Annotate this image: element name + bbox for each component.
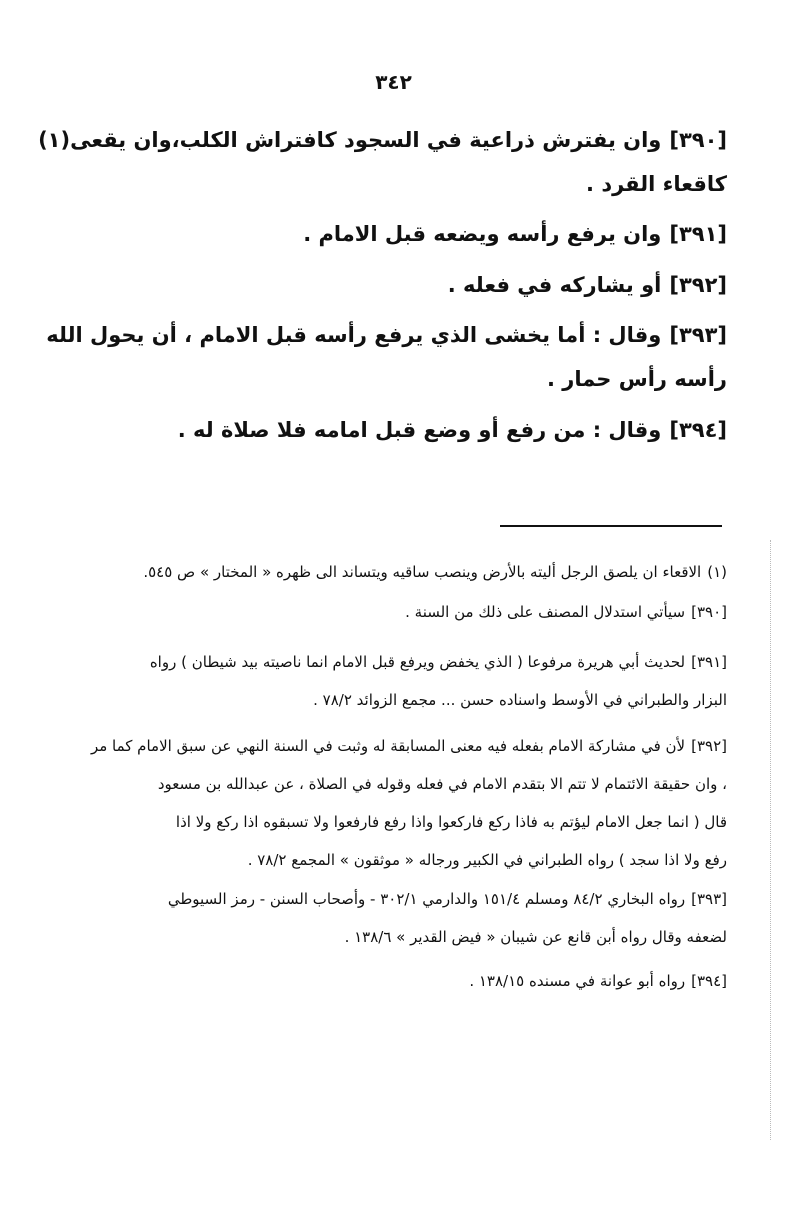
footnote-393 [67, 880, 727, 956]
footnote-text: رواه البخاري ٨٤/٢ ومسلم ١٥١/٤ والدارمي ٣٠٢/١ - وأصحاب السنن - رمز السيوطي [167, 890, 686, 908]
footnote-number: [٣٩٣] [691, 890, 727, 908]
footnote-line [67, 918, 727, 956]
footnote-text: البزار والطبراني في الأوسط واسناده حسن ... مجمع الزوائد ٧٨/٢ . [313, 691, 727, 709]
footnote-392 [67, 727, 727, 879]
footnote-text: قال ( انما جعل الامام ليؤتم به فاذا ركع فاركعوا واذا رفع فارفعوا ولا تسبقوه اذا ركع ولا اذا [175, 813, 727, 831]
item-text: كاقعاء القرد . [586, 172, 727, 196]
footnote-line [67, 553, 727, 591]
footnote-line [67, 880, 727, 918]
item-text: رأسه رأس حمار . [546, 367, 727, 391]
main-item-391 [72, 212, 727, 256]
item-text: وان يفترش ذراعية في السجود كافتراش الكلب،وان يقعى(١) [38, 128, 662, 152]
page-number: ٣٤٢ [375, 70, 412, 94]
main-line [72, 357, 727, 401]
footnote-line [67, 765, 727, 803]
main-line [46, 313, 727, 357]
main-item-390 [38, 118, 727, 206]
item-number: [٣٩٤] [669, 418, 727, 442]
main-line [72, 162, 727, 206]
main-line [72, 263, 727, 307]
item-number: [٣٩١] [669, 222, 727, 246]
footnote-line [67, 841, 727, 879]
footnote-line [67, 593, 727, 631]
footnote-text: لأن في مشاركة الامام بفعله فيه معنى المسابقة له وثبت في السنة النهي عن سبق الامام كما مر [90, 737, 686, 755]
footnote-text: رواه أبو عوانة في مسنده ١٣٨/١٥ . [469, 972, 686, 990]
footnote-line [67, 962, 727, 1000]
footnote-number: [٣٩١] [691, 653, 727, 671]
footnote-text: لضعفه وقال رواه أبن قانع عن شيبان « فيض القدير » ١٣٨/٦ . [344, 928, 727, 946]
main-line [38, 118, 727, 162]
footnote-1 [67, 553, 727, 591]
main-line [72, 408, 727, 452]
item-number: [٣٩٠] [669, 128, 727, 152]
footnote-line [67, 803, 727, 841]
item-number: [٣٩٢] [669, 273, 727, 297]
main-line [72, 212, 727, 256]
footnote-text: الاقعاء ان يلصق الرجل أليته بالأرض وينصب ساقيه ويتساند الى ظهره « المختار » ص ٥٤٥. [143, 563, 702, 581]
main-item-393 [46, 313, 727, 401]
main-item-392 [72, 263, 727, 307]
footnote-number: [٣٩٤] [691, 972, 727, 990]
footnote-separator [500, 525, 722, 527]
item-text: وان يرفع رأسه ويضعه قبل الامام . [303, 222, 662, 246]
item-text: وقال : من رفع أو وضع قبل امامه فلا صلاة له . [177, 418, 662, 442]
footnote-line [67, 727, 727, 765]
item-text: وقال : أما يخشى الذي يرفع رأسه قبل الامام ، أن يحول الله [46, 323, 662, 347]
footnote-text: ، وان حقيقة الائتمام لا تتم الا بتقدم الامام في فعله وقوله في الصلاة ، عن عبدالله بن مسعود [157, 775, 727, 793]
footnote-text: لحديث أبي هريرة مرفوعا ( الذي يخفض ويرفع قبل الامام انما ناصيته بيد شيطان ) رواه [149, 653, 686, 671]
footnote-number: [٣٩٢] [691, 737, 727, 755]
item-text: أو يشاركه في فعله . [447, 273, 662, 297]
item-number: [٣٩٣] [669, 323, 727, 347]
footnote-394 [67, 962, 727, 1000]
footnote-391 [67, 643, 727, 719]
footnote-line [67, 643, 727, 681]
footnote-number: [٣٩٠] [691, 603, 727, 621]
scan-edge-speckle [770, 540, 772, 1140]
footnote-text: رفع ولا اذا سجد ) رواه الطبراني في الكبير ورجاله « موثقون » المجمع ٧٨/٢ . [247, 851, 727, 869]
footnote-number: (١) [707, 563, 727, 581]
footnote-line [67, 681, 727, 719]
footnote-text: سيأتي استدلال المصنف على ذلك من السنة . [405, 603, 686, 621]
main-item-394 [72, 408, 727, 452]
footnote-390 [67, 593, 727, 631]
